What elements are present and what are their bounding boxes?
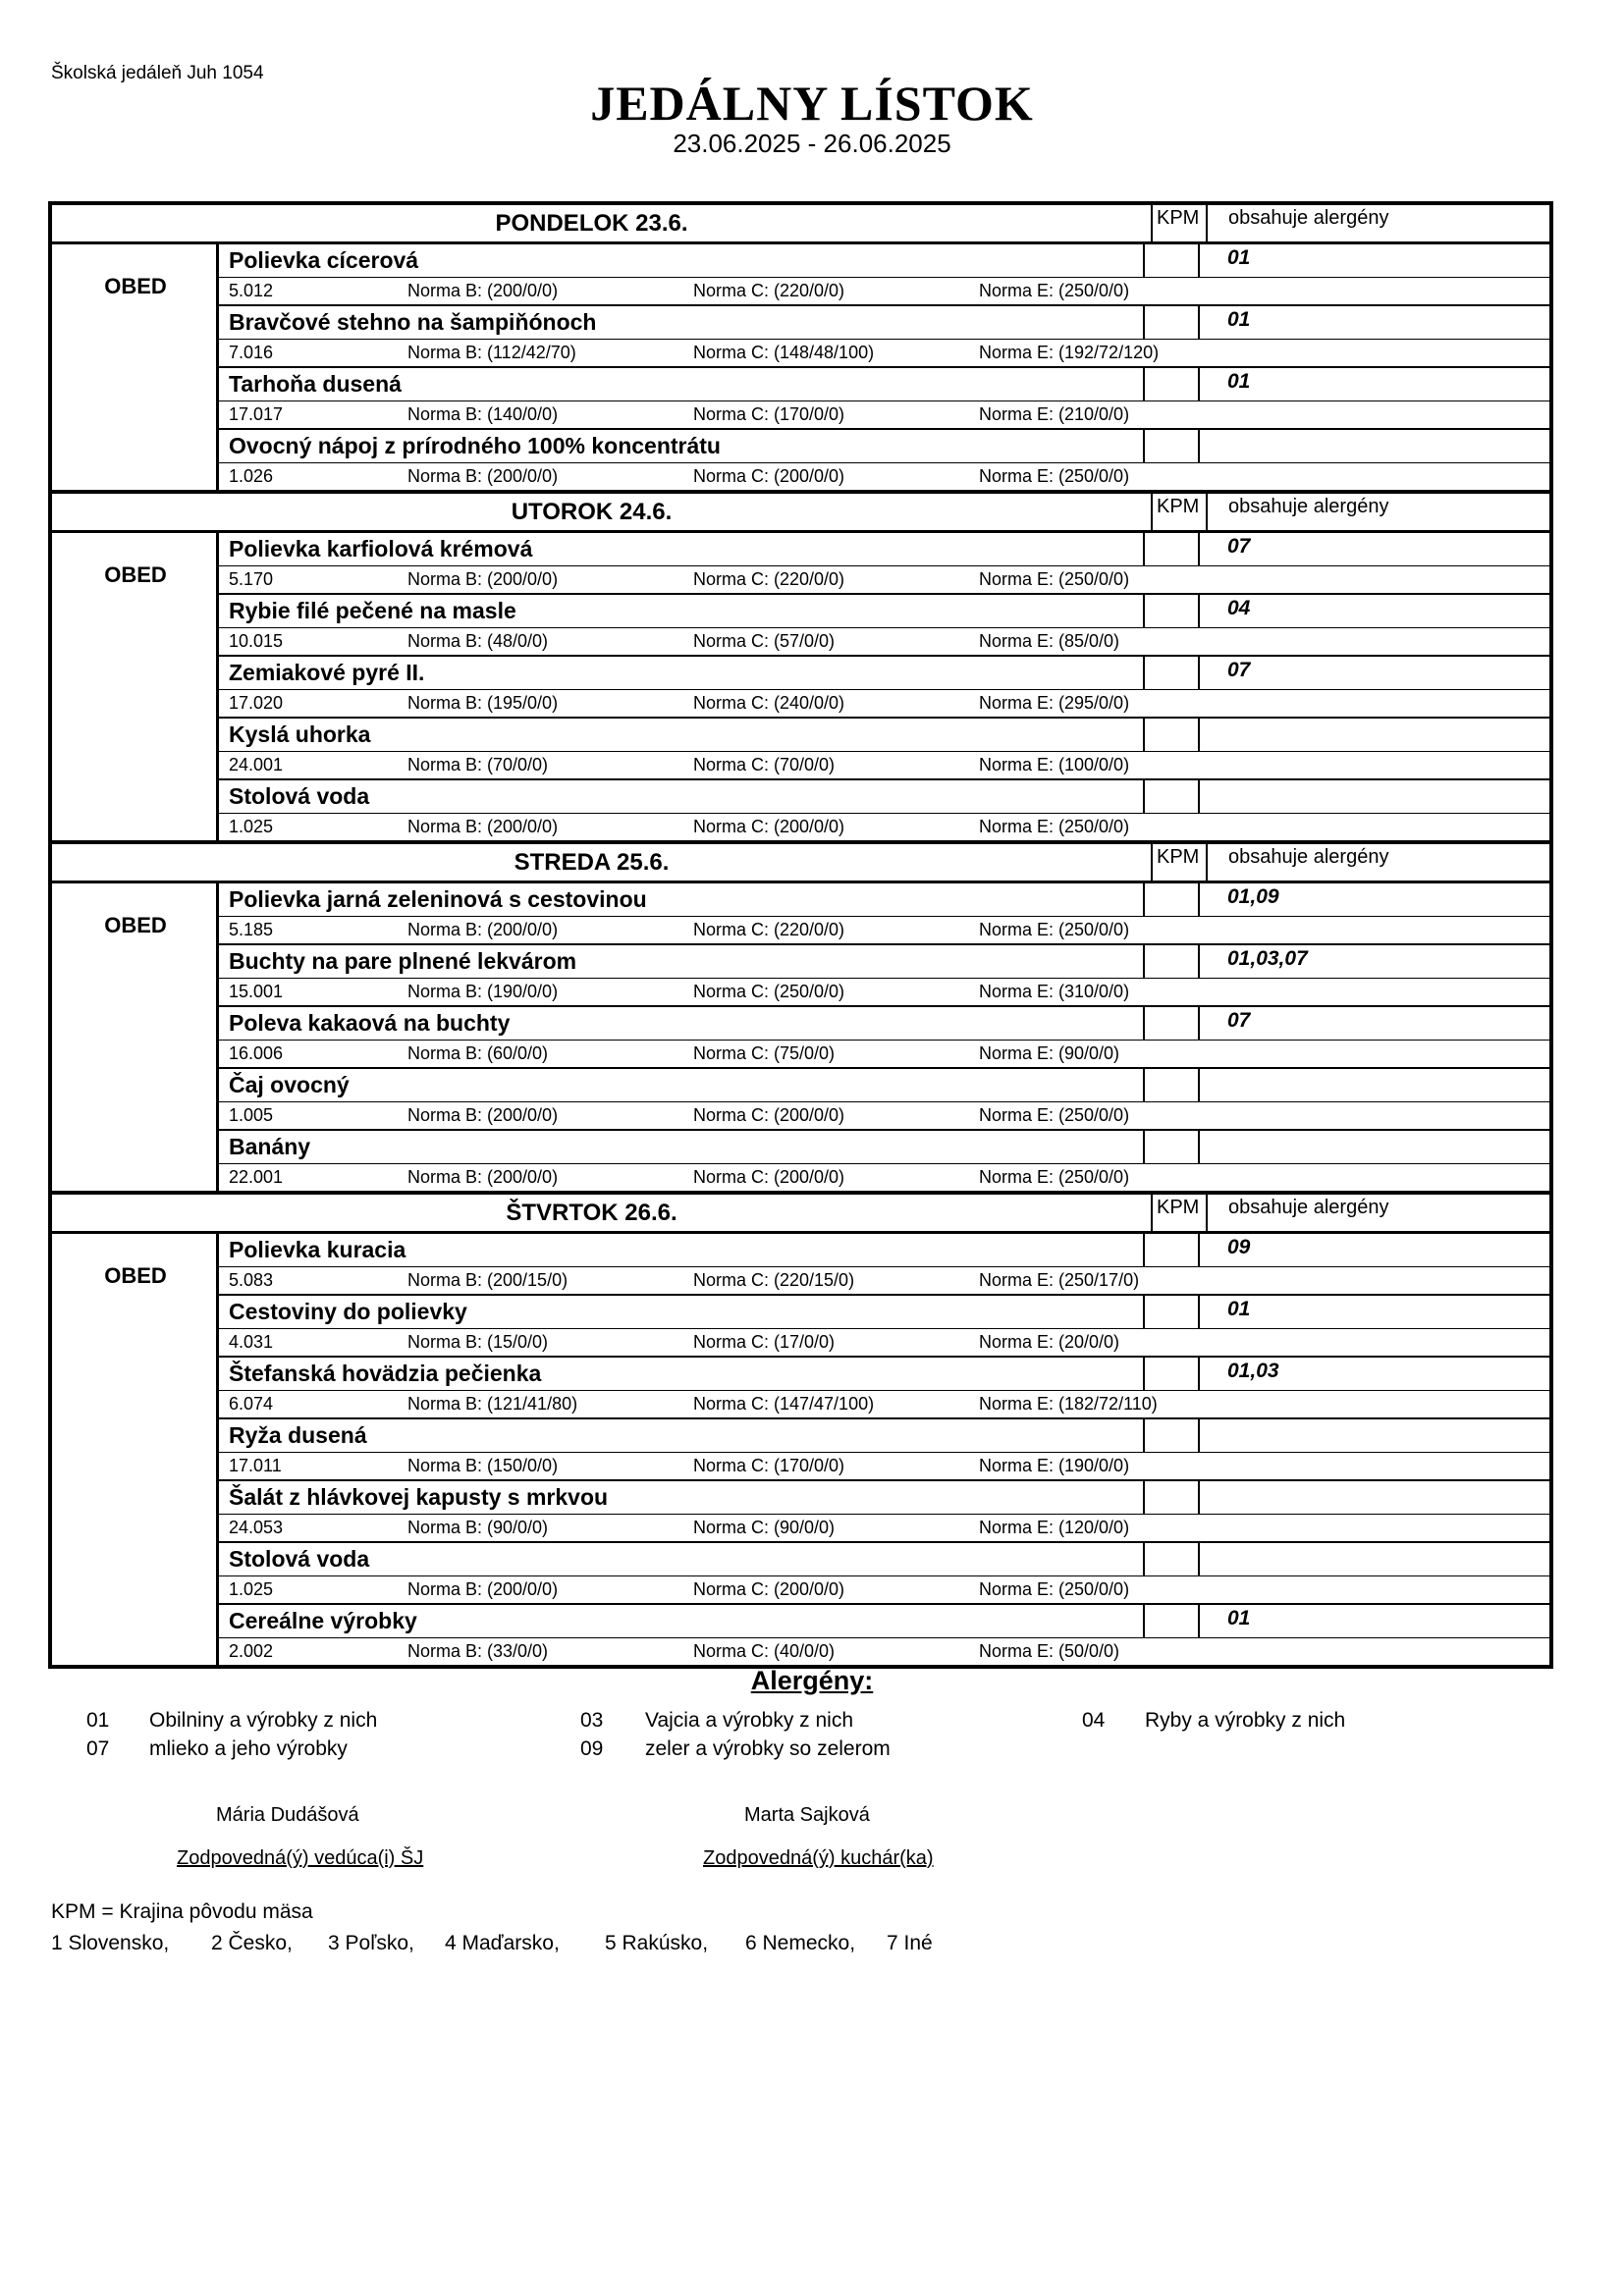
item-name-row (219, 1605, 1549, 1638)
item-norm-row (219, 1638, 1549, 1665)
item-code: 5.170 (229, 569, 274, 589)
meal-column (52, 1234, 219, 1665)
item-code: 1.025 (229, 1579, 274, 1599)
allergen-cell: 07 (1227, 535, 1251, 558)
kpm-header: KPM (1157, 207, 1200, 229)
norm-c: Norma C: (147/47/100) (693, 1394, 875, 1414)
norm-b: Norma B: (33/0/0) (407, 1641, 549, 1661)
item-name: Polievka jarná zeleninová s cestovinou (219, 883, 1145, 916)
day-title: UTOROK 24.6. (511, 499, 673, 525)
norm-b: Norma B: (200/0/0) (407, 1105, 559, 1125)
norm-e: Norma E: (250/0/0) (979, 1167, 1130, 1187)
menu-item (219, 595, 1549, 657)
norm-e: Norma E: (85/0/0) (979, 631, 1120, 651)
item-name-row (219, 533, 1549, 566)
menu-item (219, 1007, 1549, 1069)
norm-b: Norma B: (150/0/0) (407, 1456, 559, 1475)
item-code: 24.001 (229, 755, 284, 774)
item-name: Ovocný nápoj z prírodného 100% koncentrátu (219, 430, 1145, 462)
norm-b: Norma B: (195/0/0) (407, 693, 559, 713)
allergen-text: Ryby a výrobky z nich (1145, 1709, 1346, 1732)
item-name-row (219, 368, 1549, 401)
country-code: 7 Iné (887, 1932, 933, 1954)
norm-c: Norma C: (220/0/0) (693, 920, 845, 939)
kpm-cell (1145, 719, 1200, 751)
meal-label: OBED (104, 274, 167, 298)
item-name-row (219, 430, 1549, 463)
menu-item (219, 368, 1549, 430)
norm-c: Norma C: (40/0/0) (693, 1641, 836, 1661)
norm-e: Norma E: (50/0/0) (979, 1641, 1120, 1661)
kpm-cell (1145, 1131, 1200, 1163)
day-title: STREDA 25.6. (514, 849, 670, 876)
country-code: 5 Rakúsko, (605, 1932, 709, 1954)
allergen-cell: 09 (1227, 1236, 1251, 1258)
allergen-code: 09 (580, 1737, 604, 1760)
items-column (219, 1234, 1549, 1665)
norm-b: Norma B: (112/42/70) (407, 343, 576, 362)
norm-b: Norma B: (200/0/0) (407, 1579, 559, 1599)
allergens-header: obsahuje alergény (1228, 846, 1389, 868)
day-title: ŠTVRTOK 26.6. (506, 1200, 677, 1226)
item-name: Kyslá uhorka (219, 719, 1145, 751)
kpm-cell (1145, 1605, 1200, 1637)
menu-item (219, 719, 1549, 780)
item-name: Bravčové stehno na šampiňónoch (219, 306, 1145, 339)
norm-c: Norma C: (250/0/0) (693, 982, 845, 1001)
allergen-cell (1200, 1543, 1549, 1575)
norm-e: Norma E: (295/0/0) (979, 693, 1130, 713)
item-name-row (219, 780, 1549, 814)
allergen-cell: 07 (1227, 659, 1251, 681)
item-name: Šalát z hlávkovej kapusty s mrkvou (219, 1481, 1145, 1514)
menu-item (219, 1605, 1549, 1665)
allergen-code: 01 (86, 1709, 110, 1732)
item-code: 10.015 (229, 631, 284, 651)
kpm-cell (1145, 1234, 1200, 1266)
kpm-cell (1145, 430, 1200, 462)
item-norm-row (219, 278, 1549, 304)
item-name: Banány (219, 1131, 1145, 1163)
norm-c: Norma C: (170/0/0) (693, 404, 845, 424)
allergen-legend-title: Alergény: (750, 1666, 874, 1695)
item-name-row (219, 1131, 1549, 1164)
menu-item (219, 1131, 1549, 1191)
norm-e: Norma E: (250/0/0) (979, 920, 1130, 939)
menu-item (219, 244, 1549, 306)
item-norm-row (219, 1164, 1549, 1191)
item-code: 5.185 (229, 920, 274, 939)
norm-b: Norma B: (200/15/0) (407, 1270, 568, 1290)
norm-b: Norma B: (200/0/0) (407, 920, 559, 939)
norm-c: Norma C: (220/15/0) (693, 1270, 855, 1290)
item-name-row (219, 306, 1549, 340)
item-name: Polievka kuracia (219, 1234, 1145, 1266)
item-name: Štefanská hovädzia pečienka (219, 1358, 1145, 1390)
allergen-cell (1200, 1481, 1549, 1514)
allergens-header: obsahuje alergény (1228, 496, 1389, 517)
kpm-cell (1145, 1419, 1200, 1452)
allergen-cell (1200, 1131, 1549, 1163)
divider (1206, 1195, 1208, 1231)
allergen-cell (1200, 1419, 1549, 1452)
items-column (219, 533, 1549, 840)
norm-c: Norma C: (148/48/100) (693, 343, 875, 362)
norm-b: Norma B: (200/0/0) (407, 466, 559, 486)
divider (1151, 1195, 1153, 1231)
items-column (219, 244, 1549, 490)
item-code: 2.002 (229, 1641, 274, 1661)
menu-item (219, 657, 1549, 719)
item-name: Čaj ovocný (219, 1069, 1145, 1101)
norm-e: Norma E: (210/0/0) (979, 404, 1130, 424)
page-title: JEDÁLNY LÍSTOK (590, 76, 1034, 131)
meal-column (52, 883, 219, 1191)
allergen-cell: 01 (1227, 246, 1251, 269)
kpm-cell (1145, 945, 1200, 978)
item-norm-row (219, 917, 1549, 943)
norm-e: Norma E: (250/0/0) (979, 569, 1130, 589)
menu-item (219, 1358, 1549, 1419)
norm-b: Norma B: (200/0/0) (407, 817, 559, 836)
item-norm-row (219, 979, 1549, 1005)
allergen-text: Obilniny a výrobky z nich (149, 1709, 378, 1732)
item-norm-row (219, 814, 1549, 840)
meal-column (52, 244, 219, 490)
norm-c: Norma C: (57/0/0) (693, 631, 836, 651)
item-code: 1.026 (229, 466, 274, 486)
norm-c: Norma C: (70/0/0) (693, 755, 836, 774)
allergen-cell: 01 (1227, 1298, 1251, 1320)
norm-e: Norma E: (190/0/0) (979, 1456, 1130, 1475)
kpm-cell (1145, 1358, 1200, 1390)
item-name: Cestoviny do polievky (219, 1296, 1145, 1328)
kpm-cell (1145, 1007, 1200, 1040)
item-name: Rybie filé pečené na masle (219, 595, 1145, 627)
norm-c: Norma C: (200/0/0) (693, 466, 845, 486)
item-name-row (219, 1481, 1549, 1515)
item-name: Polievka cícerová (219, 244, 1145, 277)
country-code: 1 Slovensko, (51, 1932, 170, 1954)
item-code: 4.031 (229, 1332, 274, 1352)
item-code: 5.083 (229, 1270, 274, 1290)
item-norm-row (219, 1102, 1549, 1129)
divider (1151, 494, 1153, 530)
norm-c: Norma C: (170/0/0) (693, 1456, 845, 1475)
item-name-row (219, 945, 1549, 979)
item-code: 5.012 (229, 281, 274, 300)
allergens-header: obsahuje alergény (1228, 1197, 1389, 1218)
item-name: Polievka karfiolová krémová (219, 533, 1145, 565)
norm-b: Norma B: (200/0/0) (407, 1167, 559, 1187)
norm-b: Norma B: (90/0/0) (407, 1518, 549, 1537)
cook-name: Marta Sajková (744, 1804, 870, 1826)
kpm-cell (1145, 883, 1200, 916)
norm-b: Norma B: (60/0/0) (407, 1043, 549, 1063)
day-body (52, 1234, 1549, 1665)
kpm-cell (1145, 244, 1200, 277)
item-code: 16.006 (229, 1043, 284, 1063)
allergen-cell: 01,09 (1227, 885, 1279, 908)
kpm-cell (1145, 533, 1200, 565)
norm-e: Norma E: (310/0/0) (979, 982, 1130, 1001)
day-body (52, 883, 1549, 1195)
allergen-cell: 01 (1227, 1607, 1251, 1629)
norm-e: Norma E: (192/72/120) (979, 343, 1160, 362)
items-column (219, 883, 1549, 1191)
item-name: Ryža dusená (219, 1419, 1145, 1452)
menu-item (219, 780, 1549, 840)
allergen-code: 03 (580, 1709, 604, 1732)
item-code: 17.011 (229, 1456, 282, 1475)
norm-c: Norma C: (220/0/0) (693, 569, 845, 589)
norm-e: Norma E: (250/0/0) (979, 466, 1130, 486)
manager-name: Mária Dudášová (216, 1804, 359, 1826)
item-name: Stolová voda (219, 1543, 1145, 1575)
item-norm-row (219, 1267, 1549, 1294)
menu-item (219, 1481, 1549, 1543)
item-name: Stolová voda (219, 780, 1145, 813)
allergen-text: Vajcia a výrobky z nich (645, 1709, 854, 1732)
item-norm-row (219, 1391, 1549, 1417)
item-code: 22.001 (229, 1167, 284, 1187)
menu-item (219, 533, 1549, 595)
menu-item (219, 430, 1549, 490)
norm-e: Norma E: (250/0/0) (979, 817, 1130, 836)
allergen-text: zeler a výrobky so zelerom (645, 1737, 891, 1760)
norm-e: Norma E: (182/72/110) (979, 1394, 1158, 1414)
item-name-row (219, 1543, 1549, 1576)
kpm-cell (1145, 1543, 1200, 1575)
divider (1151, 844, 1153, 881)
menu-item (219, 883, 1549, 945)
divider (1206, 844, 1208, 881)
norm-c: Norma C: (220/0/0) (693, 281, 845, 300)
norm-c: Norma C: (200/0/0) (693, 817, 845, 836)
menu-item (219, 1234, 1549, 1296)
item-norm-row (219, 1515, 1549, 1541)
norm-b: Norma B: (190/0/0) (407, 982, 559, 1001)
kpm-header: KPM (1157, 1197, 1200, 1218)
norm-b: Norma B: (200/0/0) (407, 569, 559, 589)
item-norm-row (219, 628, 1549, 655)
item-norm-row (219, 1453, 1549, 1479)
item-name: Zemiakové pyré II. (219, 657, 1145, 689)
kpm-cell (1145, 368, 1200, 400)
meal-label: OBED (104, 562, 167, 587)
norm-b: Norma B: (121/41/80) (407, 1394, 578, 1414)
kpm-cell (1145, 1481, 1200, 1514)
divider (1206, 494, 1208, 530)
day-header (52, 494, 1549, 533)
allergen-cell: 07 (1227, 1009, 1251, 1032)
item-name: Poleva kakaová na buchty (219, 1007, 1145, 1040)
country-code: 3 Poľsko, (328, 1932, 414, 1954)
date-range: 23.06.2025 - 26.06.2025 (673, 129, 951, 158)
divider (1206, 205, 1208, 241)
day-body (52, 244, 1549, 494)
item-code: 17.017 (229, 404, 284, 424)
norm-c: Norma C: (90/0/0) (693, 1518, 836, 1537)
item-name-row (219, 719, 1549, 752)
allergens-header: obsahuje alergény (1228, 207, 1389, 229)
day-title: PONDELOK 23.6. (495, 210, 688, 237)
norm-b: Norma B: (70/0/0) (407, 755, 549, 774)
norm-e: Norma E: (90/0/0) (979, 1043, 1120, 1063)
norm-c: Norma C: (240/0/0) (693, 693, 845, 713)
day-header (52, 205, 1549, 244)
allergen-cell: 01,03 (1227, 1360, 1279, 1382)
item-norm-row (219, 1329, 1549, 1356)
norm-c: Norma C: (17/0/0) (693, 1332, 836, 1352)
kpm-definition: KPM = Krajina pôvodu mäsa (51, 1900, 313, 1923)
allergen-cell (1200, 719, 1549, 751)
norm-c: Norma C: (200/0/0) (693, 1105, 845, 1125)
menu-item (219, 1543, 1549, 1605)
divider (1151, 205, 1153, 241)
kpm-header: KPM (1157, 846, 1200, 868)
item-code: 15.001 (229, 982, 284, 1001)
item-norm-row (219, 463, 1549, 490)
kpm-cell (1145, 780, 1200, 813)
item-name: Buchty na pare plnené lekvárom (219, 945, 1145, 978)
menu-item (219, 1296, 1549, 1358)
item-code: 17.020 (229, 693, 284, 713)
kpm-header: KPM (1157, 496, 1200, 517)
item-name-row (219, 244, 1549, 278)
allergen-code: 04 (1082, 1709, 1106, 1732)
allergen-cell: 04 (1227, 597, 1251, 619)
item-code: 1.005 (229, 1105, 274, 1125)
day-body (52, 533, 1549, 844)
country-code: 6 Nemecko, (745, 1932, 856, 1954)
kpm-cell (1145, 306, 1200, 339)
country-code: 2 Česko, (211, 1932, 293, 1954)
menu-item (219, 1419, 1549, 1481)
item-name: Tarhoňa dusená (219, 368, 1145, 400)
item-norm-row (219, 690, 1549, 717)
kpm-cell (1145, 1069, 1200, 1101)
kpm-cell (1145, 657, 1200, 689)
item-code: 24.053 (229, 1518, 284, 1537)
day-header (52, 844, 1549, 883)
item-norm-row (219, 401, 1549, 428)
item-name-row (219, 883, 1549, 917)
norm-e: Norma E: (250/0/0) (979, 1105, 1130, 1125)
norm-b: Norma B: (48/0/0) (407, 631, 549, 651)
meal-label: OBED (104, 913, 167, 937)
norm-c: Norma C: (200/0/0) (693, 1579, 845, 1599)
norm-e: Norma E: (250/0/0) (979, 1579, 1130, 1599)
item-norm-row (219, 340, 1549, 366)
norm-b: Norma B: (15/0/0) (407, 1332, 549, 1352)
item-name-row (219, 1358, 1549, 1391)
item-name-row (219, 1069, 1549, 1102)
norm-c: Norma C: (200/0/0) (693, 1167, 845, 1187)
country-code: 4 Maďarsko, (445, 1932, 560, 1954)
item-code: 7.016 (229, 343, 274, 362)
norm-e: Norma E: (250/0/0) (979, 281, 1130, 300)
item-code: 1.025 (229, 817, 274, 836)
allergen-cell (1200, 780, 1549, 813)
menu-item (219, 306, 1549, 368)
item-name-row (219, 1234, 1549, 1267)
item-norm-row (219, 566, 1549, 593)
norm-e: Norma E: (100/0/0) (979, 755, 1130, 774)
item-norm-row (219, 1041, 1549, 1067)
norm-c: Norma C: (75/0/0) (693, 1043, 836, 1063)
manager-role: Zodpovedná(ý) vedúca(i) ŠJ (177, 1847, 424, 1869)
allergen-cell (1200, 430, 1549, 462)
allergen-cell: 01 (1227, 370, 1251, 393)
item-name-row (219, 595, 1549, 628)
meal-column (52, 533, 219, 840)
allergen-text: mlieko a jeho výrobky (149, 1737, 348, 1760)
norm-e: Norma E: (120/0/0) (979, 1518, 1130, 1537)
item-name-row (219, 1296, 1549, 1329)
norm-e: Norma E: (250/17/0) (979, 1270, 1140, 1290)
norm-b: Norma B: (140/0/0) (407, 404, 559, 424)
allergen-cell: 01,03,07 (1227, 947, 1308, 970)
day-header (52, 1195, 1549, 1234)
norm-e: Norma E: (20/0/0) (979, 1332, 1120, 1352)
item-name: Cereálne výrobky (219, 1605, 1145, 1637)
menu-item (219, 1069, 1549, 1131)
allergen-code: 07 (86, 1737, 110, 1760)
item-name-row (219, 1419, 1549, 1453)
menu-item (219, 945, 1549, 1007)
item-norm-row (219, 1576, 1549, 1603)
kpm-cell (1145, 595, 1200, 627)
cook-role: Zodpovedná(ý) kuchár(ka) (703, 1847, 934, 1869)
kpm-cell (1145, 1296, 1200, 1328)
allergen-cell: 01 (1227, 308, 1251, 331)
allergen-cell (1200, 1069, 1549, 1101)
school-name: Školská jedáleň Juh 1054 (51, 63, 264, 83)
norm-b: Norma B: (200/0/0) (407, 281, 559, 300)
meal-label: OBED (104, 1263, 167, 1288)
menu-table (48, 201, 1553, 1669)
item-name-row (219, 1007, 1549, 1041)
item-name-row (219, 657, 1549, 690)
item-code: 6.074 (229, 1394, 274, 1414)
item-norm-row (219, 752, 1549, 778)
